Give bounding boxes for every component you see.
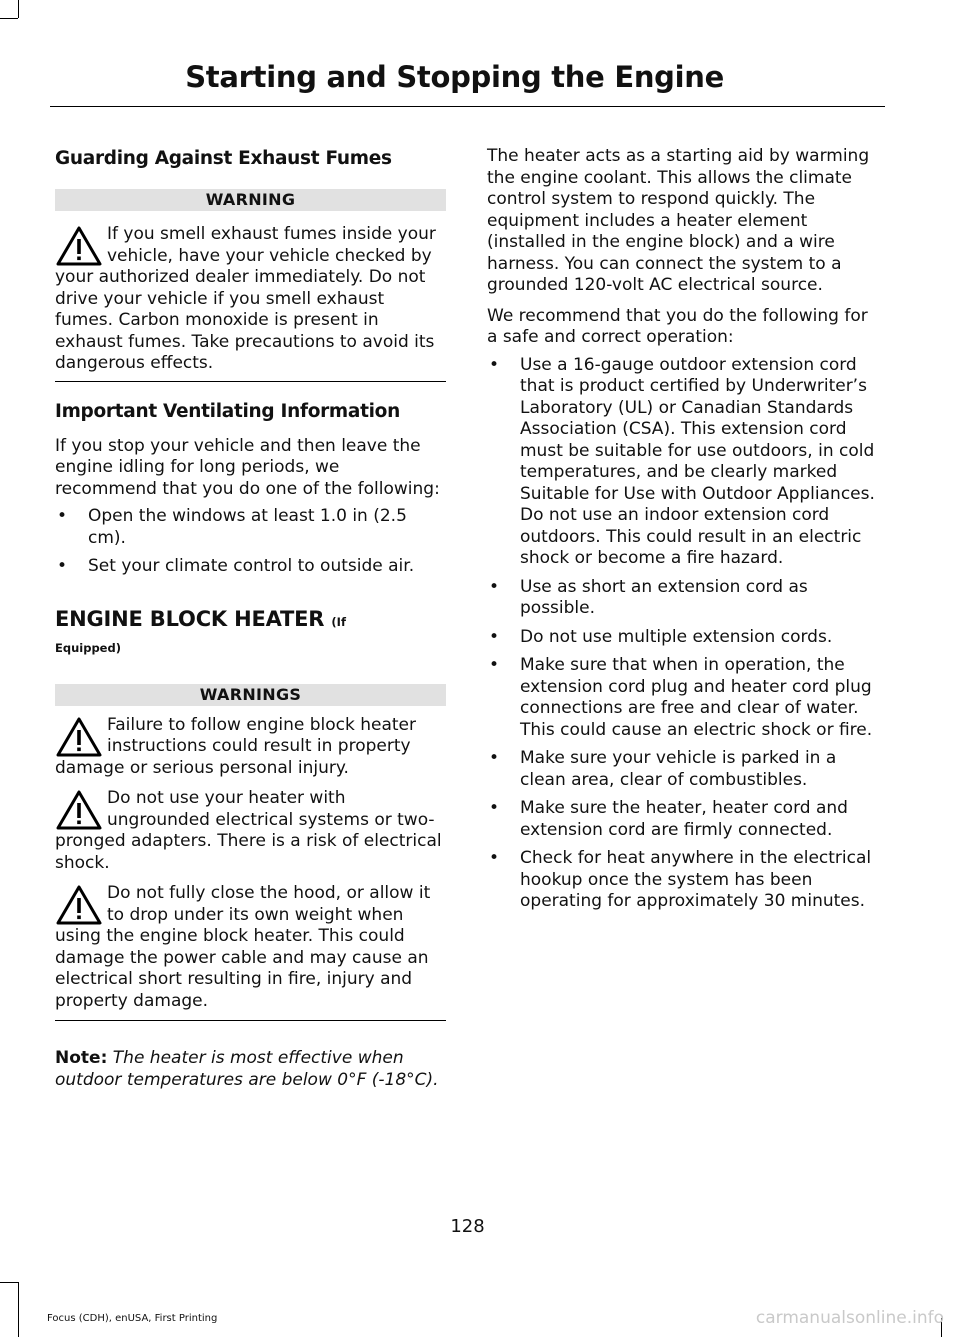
heading-equipped-label: Equipped): [55, 640, 121, 655]
warning-triangle-icon: [55, 884, 103, 926]
bullet-icon: •: [489, 655, 500, 675]
note-label: Note:: [55, 1048, 108, 1068]
list-item: • Use as short an extension cord as possible.: [489, 576, 808, 618]
heater-bullet-list: [487, 355, 879, 913]
footer-text: Focus (CDH), enUSA, First Printing: [47, 1313, 218, 1324]
list-item: • Do not use multiple extension cords.: [489, 626, 833, 647]
warning-item: [55, 883, 446, 1012]
warning-bar: WARNING: [55, 189, 446, 211]
warning-text: Do not fully close the hood, or allow it to drop under its own weight when using the engine block heater. This could damage the power cable and may cause an electrical short resulting in fire, injury and property damage.: [55, 883, 431, 1011]
bullet-icon: •: [489, 798, 500, 818]
list-item: • Check for heat anywhere in the electrical hookup once the system has been operating for approximately 30 minutes.: [489, 848, 872, 911]
crop-mark-bottom-left-vertical: [18, 1282, 19, 1337]
bullet-icon: •: [57, 506, 68, 526]
crop-mark-bottom-left-horizontal: [0, 1282, 18, 1283]
crop-mark-top-left-vertical: [18, 0, 19, 18]
list-item: • Set your climate control to outside air.: [57, 556, 415, 576]
note-text: The heater is most effective when outdoor temperatures are below 0°F (-18°C).: [55, 1048, 439, 1090]
page-title: Starting and Stopping the Engine: [185, 60, 724, 94]
list-item: • Use a 16-gauge outdoor extension cord that is product certified by Underwriter’s Laboratory (UL) or Canadian Standards Association (CSA). This extension cord must be suitable for use outdoors, in cold temperatures, and be clearly marked Suitable for Use with Outdoor Appliances. Do not use an indoor extension cord outdoors. This could result in an electric shock or become a fire hazard.: [489, 354, 875, 568]
bullet-icon: •: [57, 556, 68, 576]
heading-engine-block-heater: ENGINE BLOCK HEATER (If: [55, 606, 346, 631]
warning-triangle-icon: [55, 716, 103, 758]
list-item: • Make sure that when in operation, the extension cord plug and heater cord plug connections are free and clear of water. This could cause an electric shock or fire.: [489, 655, 873, 740]
heater-intro: The heater acts as a starting aid by warming the engine coolant. This allows the climate control system to respond quickly. The equipment includes a heater element (installed in the engine block) and a wire harness. You can connect the system to a grounded 120-volt AC electrical source.: [487, 146, 870, 295]
heading-exhaust-fumes: Guarding Against Exhaust Fumes: [55, 148, 392, 169]
recommend-text: We recommend that you do the following for a safe and correct operation:: [487, 305, 868, 347]
header-rule: [50, 106, 885, 107]
page-number: 128: [450, 1216, 485, 1237]
bullet-icon: •: [489, 748, 500, 768]
warning-text: Do not use your heater with ungrounded electrical systems or two-pronged adapters. There is a risk of electrical shock.: [55, 788, 442, 873]
right-column: [487, 146, 879, 913]
warning-item: [55, 224, 446, 375]
warning-end-rule: [55, 381, 446, 382]
warning-item: [55, 715, 446, 780]
bullet-icon: •: [489, 354, 500, 375]
list-item: • Make sure the heater, heater cord and extension cord are firmly connected.: [489, 798, 848, 840]
warning-triangle-icon: [55, 225, 103, 267]
warning-triangle-icon: [55, 789, 103, 831]
bullet-icon: •: [489, 848, 500, 868]
vent-bullet-list: [55, 506, 446, 578]
list-item: • Make sure your vehicle is parked in a clean area, clear of combustibles.: [489, 748, 837, 790]
note-paragraph: [55, 1048, 446, 1091]
warning-end-rule: [55, 1020, 446, 1021]
heading-ventilating: Important Ventilating Information: [55, 400, 400, 422]
watermark: carmanualsonline.info: [755, 1308, 944, 1328]
warnings-bar: WARNINGS: [55, 684, 446, 706]
warning-item: [55, 788, 446, 874]
bullet-icon: •: [489, 576, 500, 597]
warning-text: Failure to follow engine block heater instructions could result in property damage or serious personal injury.: [55, 714, 417, 778]
vent-intro: If you stop your vehicle and then leave the engine idling for long periods, we recommend that you do one of the following:: [55, 435, 440, 499]
crop-mark-top-left-horizontal: [0, 18, 18, 19]
left-column: [55, 145, 446, 1091]
warning-text: If you smell exhaust fumes inside your vehicle, have your vehicle checked by your authorized dealer immediately. Do not drive your vehicle if you smell exhaust fumes. Carbon monoxide is present in exhaust fumes. Take precautions to avoid its dangerous effects.: [55, 224, 436, 373]
bullet-icon: •: [489, 626, 500, 647]
list-item: • Open the windows at least 1.0 in (2.5 cm).: [57, 506, 407, 548]
